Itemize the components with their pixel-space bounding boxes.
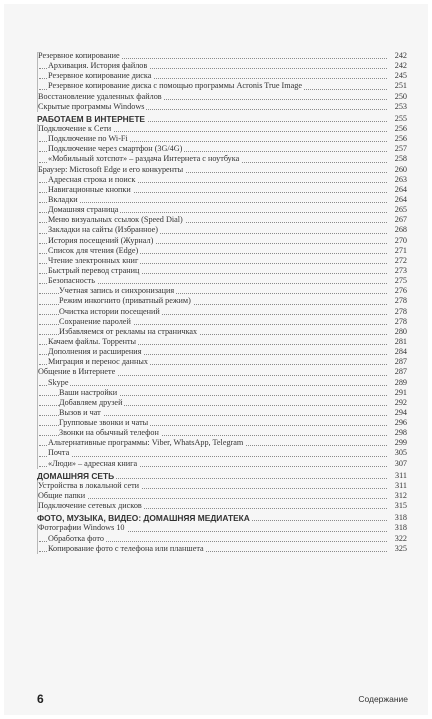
indent-rule (37, 398, 38, 408)
indent-rule (37, 429, 38, 439)
toc-entry-page: 292 (387, 398, 407, 408)
toc-entry-page: 280 (387, 327, 407, 337)
toc-entry (37, 185, 407, 195)
indent-rule (37, 135, 38, 145)
toc-entry (37, 428, 407, 438)
toc-entry-page: 307 (387, 459, 407, 469)
toc-entry-title: Вызов и чат (59, 407, 101, 417)
toc-entry (37, 144, 407, 154)
toc-entry (37, 347, 407, 357)
toc-entry-page: 271 (387, 246, 407, 256)
toc-entry (37, 175, 407, 185)
toc-entry-title: Безопасность (48, 276, 95, 286)
toc-entry (37, 215, 407, 225)
toc-entry-page: 264 (387, 195, 407, 205)
indent-rule (37, 419, 38, 429)
indent-rule (37, 226, 38, 236)
toc-entry (37, 225, 407, 235)
toc-entry-title: Качаем файлы. Торренты (48, 336, 137, 346)
toc-entry (37, 165, 407, 175)
toc-entry (37, 544, 407, 554)
toc-entry (37, 317, 407, 327)
toc-entry-page: 253 (387, 102, 407, 112)
indent-rule (37, 236, 38, 246)
toc-entry (37, 523, 407, 533)
toc-entry-page: 311 (387, 471, 407, 481)
indent-rule (37, 62, 38, 72)
indent-rule (37, 307, 38, 317)
toc-entry-page: 264 (387, 185, 407, 195)
indent-rule (37, 439, 38, 449)
toc-entry-page: 311 (387, 481, 407, 491)
toc-section-heading (37, 513, 407, 523)
toc-entry (37, 327, 407, 337)
toc-entry-page: 278 (387, 317, 407, 327)
toc-entry-title: Сохранение паролей (59, 316, 131, 326)
toc-entry-title: Дополнения и расширения (48, 347, 142, 357)
toc-entry (37, 438, 407, 448)
toc-entry-title: Общение в Интернете (38, 367, 116, 377)
toc-entry-page: 250 (387, 92, 407, 102)
toc-entry (37, 296, 407, 306)
toc-entry (37, 205, 407, 215)
toc-entry (37, 307, 407, 317)
toc-entry (37, 51, 407, 61)
toc-entry-title: Список для чтения (Edge) (48, 245, 139, 255)
toc-entry (37, 154, 407, 164)
indent-rule (37, 246, 38, 256)
indent-rule (37, 378, 38, 388)
toc-entry-page: 245 (387, 71, 407, 81)
toc-entry-page: 256 (387, 134, 407, 144)
toc-entry (37, 459, 407, 469)
indent-rule (37, 297, 38, 307)
indent-rule (37, 266, 38, 276)
toc-entry-title: Общие папки (38, 491, 86, 501)
toc-entry-title: Очистка истории посещений (59, 306, 160, 316)
toc-entry-page: 242 (387, 61, 407, 71)
toc-entry (37, 266, 407, 276)
toc-entry-title: Вкладки (48, 194, 78, 204)
toc-entry-page: 318 (387, 523, 407, 533)
toc-entry-page: 273 (387, 266, 407, 276)
dot-leader (39, 498, 387, 499)
toc-entry-title: Архивация. История файлов (48, 61, 148, 71)
indent-rule (37, 348, 38, 358)
toc-entry-page: 289 (387, 378, 407, 388)
toc-entry-page: 278 (387, 296, 407, 306)
indent-rule (37, 145, 38, 155)
toc-entry (37, 337, 407, 347)
indent-rule (37, 358, 38, 368)
toc-entry-title: Восстановление удаленных файлов (38, 91, 162, 101)
toc-entry-page: 270 (387, 236, 407, 246)
toc-entry (37, 481, 407, 491)
toc-entry-title: Групповые звонки и чаты (59, 418, 149, 428)
toc-entry-title: Адресная строка и поиск (48, 174, 136, 184)
toc-entry-title: Браузер: Microsoft Edge и его конкуренты (38, 164, 184, 174)
toc-entry-title: Учетная запись и синхронизация (59, 286, 175, 296)
toc-entry-page: 267 (387, 215, 407, 225)
indent-rule (37, 388, 38, 398)
toc-entry (37, 81, 407, 91)
toc-entry-title: Резервное копирование диска с помощью программы Acronis True Image (48, 81, 302, 91)
dot-leader (39, 202, 387, 203)
indent-rule (37, 327, 38, 337)
toc-entry (37, 491, 407, 501)
toc-entry (37, 71, 407, 81)
toc-entry (37, 286, 407, 296)
toc-entry (37, 61, 407, 71)
dot-leader (39, 456, 387, 457)
toc-entry-title: Копирование фото с телефона или планшета (48, 543, 204, 553)
toc-entry-page: 322 (387, 534, 407, 544)
toc-entry (37, 236, 407, 246)
table-of-contents (37, 51, 407, 554)
toc-section-heading (37, 114, 407, 124)
toc-entry-page: 299 (387, 438, 407, 448)
indent-rule (37, 544, 38, 554)
toc-entry-page: 318 (387, 513, 407, 523)
indent-rule (37, 337, 38, 347)
toc-entry-page: 278 (387, 307, 407, 317)
indent-rule (37, 408, 38, 418)
toc-entry-page: 296 (387, 418, 407, 428)
page-number: 6 (37, 692, 44, 706)
toc-entry-page: 312 (387, 491, 407, 501)
toc-entry (37, 102, 407, 112)
indent-rule (37, 185, 38, 195)
toc-entry-title: «Люди» – адресная книга (48, 458, 138, 468)
toc-entry-page: 272 (387, 256, 407, 266)
toc-entry-title: Фотографии Windows 10 (38, 523, 125, 533)
toc-entry-page: 265 (387, 205, 407, 215)
toc-entry-page: 305 (387, 448, 407, 458)
toc-entry-title: Избавляемся от рекламы на страничках (59, 326, 198, 336)
toc-entry-page: 287 (387, 367, 407, 377)
toc-entry-page: 298 (387, 428, 407, 438)
toc-entry-page: 256 (387, 124, 407, 134)
indent-rule (37, 534, 38, 544)
toc-entry-title: Миграция и перенос данных (48, 357, 149, 367)
toc-entry (37, 195, 407, 205)
toc-entry-page: 281 (387, 337, 407, 347)
indent-rule (37, 72, 38, 82)
indent-rule (37, 449, 38, 459)
toc-entry-title: Подключение через смартфон (3G/4G) (48, 144, 183, 154)
toc-entry (37, 92, 407, 102)
toc-entry-title: Skype (48, 377, 69, 387)
toc-entry-title: Резервное копирование диска (48, 71, 152, 81)
indent-rule (37, 206, 38, 216)
toc-entry-title: Подключение по Wi-Fi (48, 134, 128, 144)
dot-leader (39, 385, 387, 386)
toc-entry-page: 258 (387, 154, 407, 164)
indent-rule (37, 459, 38, 469)
indent-rule (37, 277, 38, 287)
toc-entry (37, 256, 407, 266)
toc-entry (37, 246, 407, 256)
toc-entry (37, 398, 407, 408)
toc-section-heading (37, 471, 407, 481)
toc-entry-title: Быстрый перевод страниц (48, 265, 140, 275)
toc-entry-page: 284 (387, 347, 407, 357)
indent-rule (37, 155, 38, 165)
indent-rule (37, 82, 38, 92)
toc-entry-page: 275 (387, 276, 407, 286)
indent-rule (37, 216, 38, 226)
toc-entry-page: 276 (387, 286, 407, 296)
toc-entry-title: Добавляем друзей (59, 397, 123, 407)
toc-entry-page: 268 (387, 225, 407, 235)
toc-entry-title: Чтение электронных книг (48, 255, 139, 265)
toc-entry-title: Закладки на сайты (Избранное) (48, 225, 159, 235)
toc-entry-title: Резервное копирование (38, 51, 120, 60)
toc-entry (37, 276, 407, 286)
toc-entry-title: РАБОТАЕМ В ИНТЕРНЕТЕ (37, 113, 146, 124)
toc-entry-title: Подключение сетевых дисков (38, 501, 142, 511)
toc-entry (37, 388, 407, 398)
toc-entry-title: Звонки на обычный телефон (59, 428, 159, 438)
toc-entry (37, 367, 407, 377)
toc-entry-page: 287 (387, 357, 407, 367)
toc-entry-page: 263 (387, 175, 407, 185)
toc-entry-title: Скрытые программы Windows (38, 101, 145, 111)
toc-entry-title: Обработка фото (48, 533, 104, 543)
toc-entry-title: ДОМАШНЯЯ СЕТЬ (37, 470, 115, 481)
indent-rule (37, 317, 38, 327)
toc-entry-title: Почта (48, 448, 70, 458)
toc-entry-page: 242 (387, 51, 407, 61)
toc-entry-page: 294 (387, 408, 407, 418)
indent-rule (37, 195, 38, 205)
toc-entry-title: Устройства в локальной сети (38, 480, 140, 490)
toc-entry-title: Режим инкогнито (приватный режим) (59, 296, 191, 306)
toc-entry-page: 291 (387, 388, 407, 398)
toc-entry-title: Ваши настройки (59, 387, 118, 397)
toc-entry-page: 260 (387, 165, 407, 175)
toc-entry-title: «Мобильный хотспот» – раздача Интернета с ноутбука (48, 154, 240, 164)
toc-entry (37, 448, 407, 458)
toc-entry (37, 134, 407, 144)
toc-entry-title: Навигационные кнопки (48, 184, 131, 194)
toc-entry (37, 357, 407, 367)
toc-entry-title: Подключение к Сети (38, 123, 112, 133)
toc-entry-title: Альтернативные программы: Viber, WhatsApp, Telegram (48, 438, 244, 448)
toc-entry (37, 124, 407, 134)
toc-entry-title: Меню визуальных ссылок (Speed Dial) (48, 215, 183, 225)
toc-entry-title: ФОТО, МУЗЫКА, ВИДЕО: ДОМАШНЯЯ МЕДИАТЕКА (37, 513, 250, 524)
book-page (4, 4, 428, 715)
indent-rule (37, 287, 38, 297)
indent-rule (37, 256, 38, 266)
toc-entry-title: История посещений (Журнал) (48, 235, 154, 245)
toc-entry-page: 255 (387, 114, 407, 124)
running-title: Содержание (358, 694, 408, 704)
toc-entry-page: 257 (387, 144, 407, 154)
toc-entry (37, 534, 407, 544)
toc-entry-page: 315 (387, 501, 407, 511)
toc-entry-page: 325 (387, 544, 407, 554)
indent-rule (37, 175, 38, 185)
toc-entry (37, 418, 407, 428)
toc-entry (37, 378, 407, 388)
toc-entry-page: 251 (387, 81, 407, 91)
toc-entry (37, 501, 407, 511)
toc-entry (37, 408, 407, 418)
toc-entry-title: Домашняя страница (48, 205, 119, 215)
